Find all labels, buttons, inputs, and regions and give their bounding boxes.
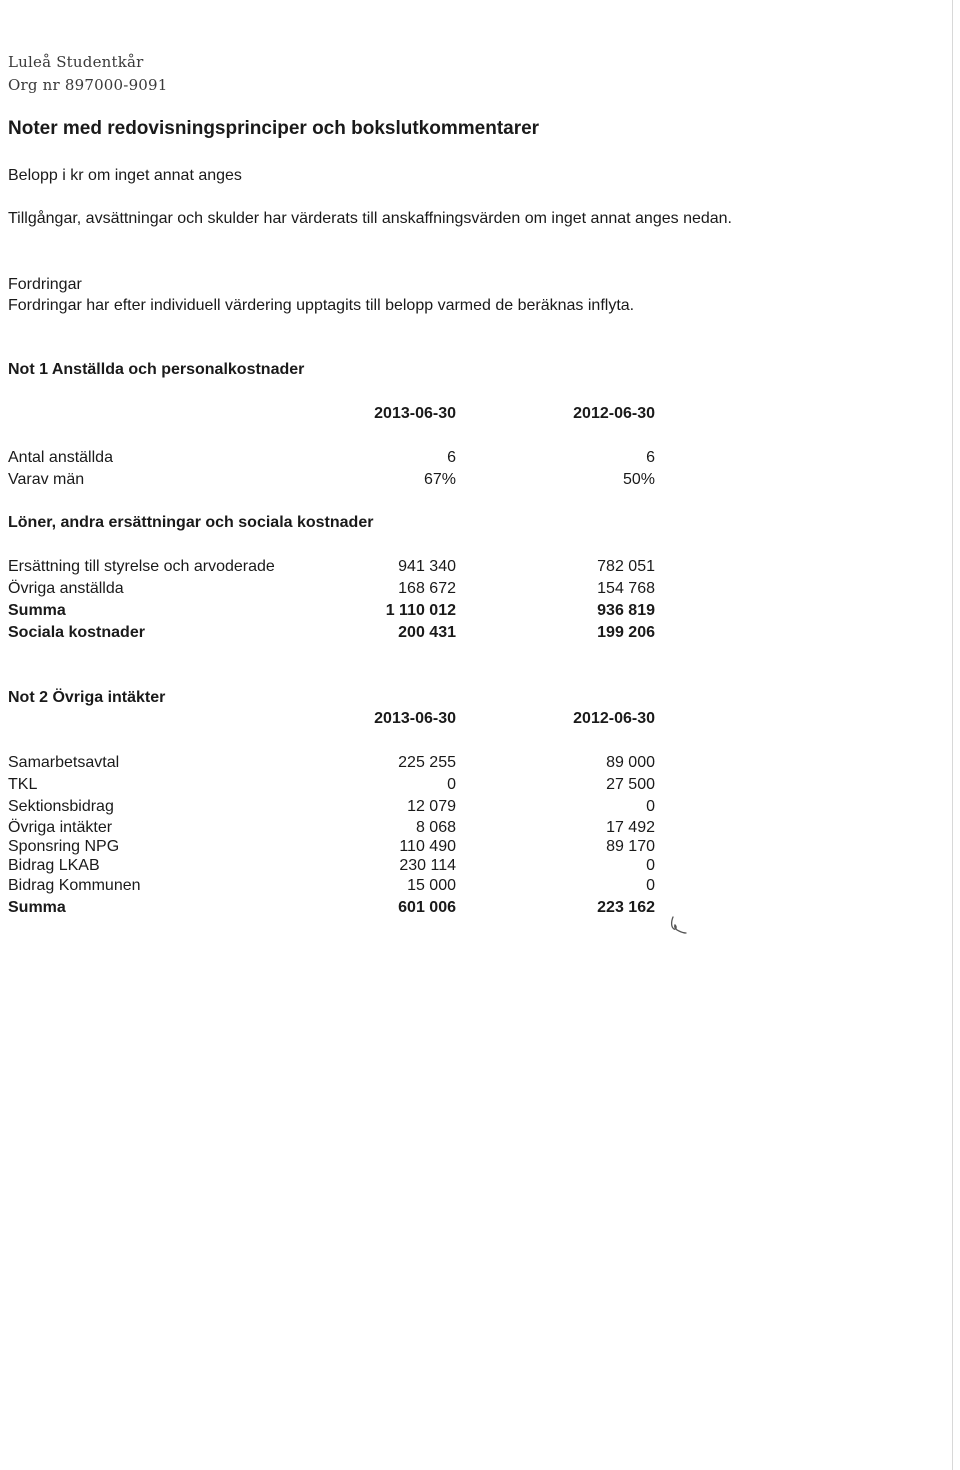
row-value-2012: 27 500	[606, 776, 655, 793]
row-value-2012: 0	[646, 877, 655, 894]
belopp-note: Belopp i kr om inget annat anges	[8, 167, 242, 184]
fordringar-heading: Fordringar	[8, 276, 82, 293]
row-label: Sponsring NPG	[8, 838, 120, 855]
table-row	[0, 857, 960, 877]
row-value-2013: 110 490	[399, 838, 456, 855]
page-title: Noter med redovisningsprinciper och bokslutkommentarer	[8, 118, 540, 139]
row-label: Övriga intäkter	[8, 819, 113, 836]
row-value-2013: 67%	[423, 471, 456, 488]
row-label: Summa	[8, 602, 66, 619]
row-value-2013: 230 114	[399, 857, 456, 874]
row-label: Bidrag Kommunen	[8, 877, 141, 894]
row-value-2013: 12 079	[407, 798, 456, 815]
row-value-2012: 89 170	[606, 838, 655, 855]
row-value-2012: 17 492	[606, 819, 655, 836]
table-row	[0, 819, 960, 839]
row-value-2013: 6	[447, 449, 456, 466]
row-value-2013: 8 068	[415, 819, 456, 836]
row-label: Antal anställda	[8, 449, 113, 466]
row-value-2012: 154 768	[597, 580, 655, 597]
handwritten-initial-mark	[666, 914, 690, 938]
row-value-2012: 89 000	[606, 754, 655, 771]
row-value-2013: 200 431	[398, 624, 456, 641]
page-edge	[952, 0, 953, 1470]
row-value-2012: 6	[646, 449, 655, 466]
row-label: Övriga anställda	[8, 580, 124, 597]
row-label: Samarbetsavtal	[8, 754, 120, 771]
row-value-2013: 941 340	[398, 558, 456, 575]
row-label: Bidrag LKAB	[8, 857, 100, 874]
not1-title: Not 1 Anställda och personalkostnader	[8, 361, 305, 378]
table-row	[0, 776, 960, 796]
not2-col-2013: 2013-06-30	[374, 710, 456, 727]
not2-col-2012: 2012-06-30	[573, 710, 655, 727]
table-row	[0, 580, 960, 600]
row-value-2012: 0	[646, 798, 655, 815]
row-value-2012: 936 819	[597, 602, 655, 619]
row-label: Ersättning till styrelse och arvoderade	[8, 558, 275, 575]
table-row	[0, 558, 960, 578]
row-value-2012: 199 206	[597, 624, 655, 641]
row-value-2012: 50%	[622, 471, 655, 488]
row-value-2013: 1 110 012	[385, 602, 456, 619]
table-row	[0, 838, 960, 858]
row-label: Varav män	[8, 471, 85, 488]
org-number: Org nr 897000-9091	[8, 76, 168, 94]
fordringar-text: Fordringar har efter individuell värdering upptagits till belopp varmed de beräknas inflyta.	[8, 297, 635, 314]
table-row-sociala	[0, 624, 960, 644]
row-value-2012: 0	[646, 857, 655, 874]
row-value-2012: 223 162	[597, 899, 655, 916]
row-label: Sociala kostnader	[8, 624, 145, 641]
row-label: TKL	[8, 776, 38, 793]
table-row	[0, 449, 960, 469]
row-value-2013: 0	[447, 776, 456, 793]
not2-title: Not 2 Övriga intäkter	[8, 689, 166, 706]
row-value-2013: 225 255	[398, 754, 456, 771]
table-row	[0, 471, 960, 491]
row-value-2013: 601 006	[398, 899, 456, 916]
table-row	[0, 877, 960, 897]
table-row-summa	[0, 899, 960, 919]
not1-col-2013: 2013-06-30	[374, 405, 456, 422]
table-row	[0, 798, 960, 818]
row-value-2013: 15 000	[407, 877, 456, 894]
row-label: Summa	[8, 899, 66, 916]
row-value-2013: 168 672	[398, 580, 456, 597]
tillgangar-note: Tillgångar, avsättningar och skulder har värderats till anskaffningsvärden om inget annat anges nedan.	[8, 210, 732, 227]
not1-col-2012: 2012-06-30	[573, 405, 655, 422]
table-row-summa	[0, 602, 960, 622]
table-row	[0, 754, 960, 774]
row-value-2012: 782 051	[597, 558, 655, 575]
row-label: Sektionsbidrag	[8, 798, 114, 815]
org-name: Luleå Studentkår	[8, 53, 144, 71]
not1-subtitle: Löner, andra ersättningar och sociala kostnader	[8, 514, 374, 531]
